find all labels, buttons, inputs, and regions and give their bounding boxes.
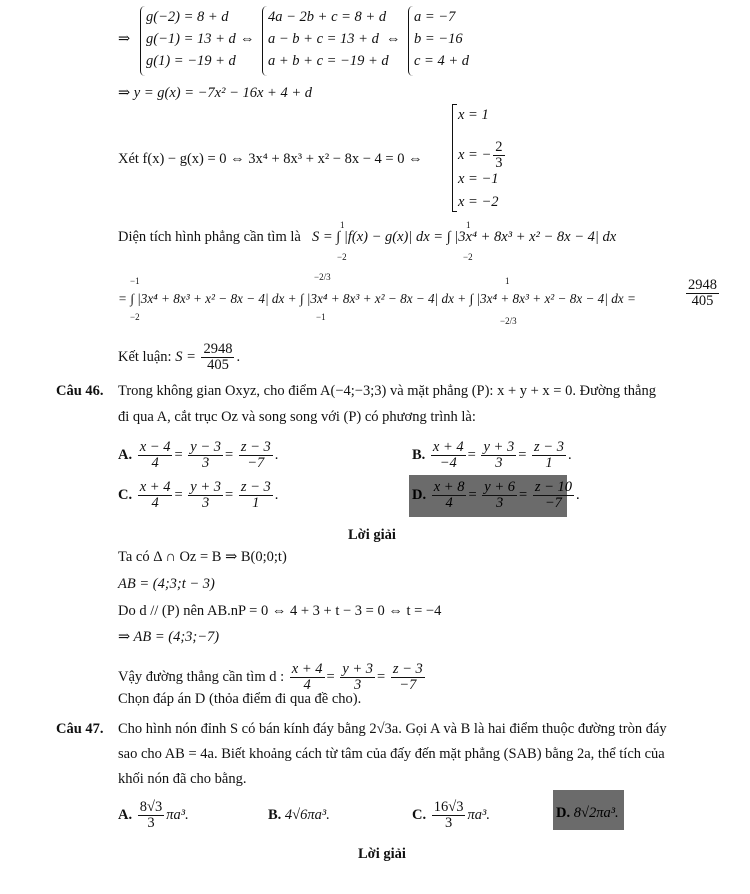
q46-text-1: Trong không gian Oxyz, cho điểm A(−4;−3;3) và mặt phẳng (P): x + y + x = 0. Đường thẳng (118, 383, 656, 399)
bound-b-upper: 1 (505, 276, 510, 286)
roots-bracket (452, 104, 457, 212)
q46-sol-6: Chọn đáp án D (thỏa điểm đi qua đề cho). (118, 691, 362, 707)
bound-a-lower: −2 (130, 312, 140, 322)
iff-symbol-1: ⇔ (240, 31, 255, 47)
root-4: x = −2 (458, 194, 499, 210)
q47-option-c[interactable]: C. $\frac{16√3}{3}$ πa³. (412, 799, 490, 831)
q46-text-2: đi qua A, cắt trục Oz và song song với (P) có phương trình là: (118, 409, 476, 425)
area-formula: S = ∫ |f(x) − g(x)| dx = ∫ |3x⁴ + 8x³ + x² − 8x − 4| dx (312, 229, 617, 245)
root-1: x = 1 (458, 107, 489, 123)
system-3: a = −7 b = −16 c = 4 + d (414, 9, 470, 69)
q46-option-d[interactable]: D. $\frac{x + 8}{4}$ = $\frac{y + 6}{3}$ = $\frac{z - 10}{-7}$ . (412, 479, 580, 511)
area-result-frac: 2948 405 (688, 277, 717, 309)
q47-option-d[interactable]: D. 8√2πa³. (556, 805, 619, 821)
q46-sol-1: Ta có Δ ∩ Oz = B ⇒ B(0;0;t) (118, 549, 287, 565)
system-brace-3 (408, 6, 413, 76)
q46-sol-5: Vậy đường thẳng cần tìm d : $\frac{x + 4}{4}$ = $\frac{y + 3}{3}$ = $\frac{z - 3}{-7}$ (118, 661, 423, 693)
integral-split: = ∫ |3x⁴ + 8x³ + x² − 8x − 4| dx + ∫ |3x⁴ + 8x³ + x² − 8x − 4| dx + ∫ |3x⁴ + 8x³ + x² − 8x − 4| dx = (118, 291, 636, 306)
system-1: g(−2) = 8 + d g(−1) = 13 + d g(1) = −19 + d (146, 9, 236, 69)
q46-sol-3: Do d // (P) nên AB.nP = 0 ⇔ 4 + 3 + t − 3 = 0 ⇔ t = −4 (118, 603, 442, 619)
q46-option-c[interactable]: C. $\frac{x + 4}{4}$ = $\frac{y + 3}{3}$ = $\frac{z - 3}{1}$ . (118, 479, 279, 511)
q46-option-b[interactable]: B. $\frac{x + 4}{-4}$ = $\frac{y + 3}{3}$ = $\frac{z - 3}{1}$ . (412, 439, 572, 471)
root-3: x = −1 (458, 171, 499, 187)
conclusion: Kết luận: S = $\frac{2948}{405}$ . (118, 341, 241, 373)
xet-equation: Xét f(x) − g(x) = 0 ⇔ 3x⁴ + 8x³ + x² − 8x − 4 = 0 ⇔ (118, 151, 423, 167)
bound-lower-2: −2 (463, 252, 473, 262)
q47-option-a[interactable]: A. $\frac{8√3}{3}$ πa³. (118, 799, 189, 831)
bound-c1-lower: −1 (316, 312, 326, 322)
bound-c2-lower: −2/3 (500, 316, 517, 326)
system-brace-2 (262, 6, 267, 76)
bound-c2-upper: −2/3 (314, 272, 331, 282)
implies-arrow: ⇒ (118, 31, 131, 47)
q46-option-a[interactable]: A. $\frac{x - 4}{4}$ = $\frac{y - 3}{3}$ = $\frac{z - 3}{-7}$ . (118, 439, 279, 471)
system-2: 4a − 2b + c = 8 + d a − b + c = 13 + d a + b + c = −19 + d (268, 9, 389, 69)
bound-lower-1: −2 (337, 252, 347, 262)
q46-sol-2: AB = (4;3;t − 3) (118, 576, 215, 592)
iff-symbol-2: ⇔ (386, 31, 401, 47)
g-result: ⇒ y = g(x) = −7x² − 16x + 4 + d (118, 85, 312, 101)
system-brace-1 (140, 6, 145, 76)
bound-c1-upper: −1 (130, 276, 140, 286)
q46-label: Câu 46. (56, 383, 104, 399)
q47-option-b[interactable]: B. 4√6πa³. (268, 807, 330, 823)
q47-text-2: sao cho AB = 4a. Biết khoảng cách từ tâm của đấy đến mặt phẳng (SAB) bằng 2a, thể tích của (118, 746, 665, 762)
q47-text-3: khối nón đã cho bằng. (118, 771, 247, 787)
area-intro: Diện tích hình phẳng cần tìm là (118, 229, 301, 245)
q47-text-1: Cho hình nón đỉnh S có bán kính đáy bằng 2√3a. Gọi A và B là hai điểm thuộc đường tròn đáy (118, 721, 667, 737)
q47-label: Câu 47. (56, 721, 104, 737)
q46-sol-4: ⇒ AB = (4;3;−7) (118, 629, 220, 645)
q47-solution-heading: Lời giải (358, 846, 406, 862)
bound-upper-1: 1 (340, 220, 345, 230)
bound-upper-2: 1 (466, 220, 471, 230)
root-2: x = − $\frac{2}{3}$ (458, 139, 503, 171)
q46-solution-heading: Lời giải (348, 527, 396, 543)
